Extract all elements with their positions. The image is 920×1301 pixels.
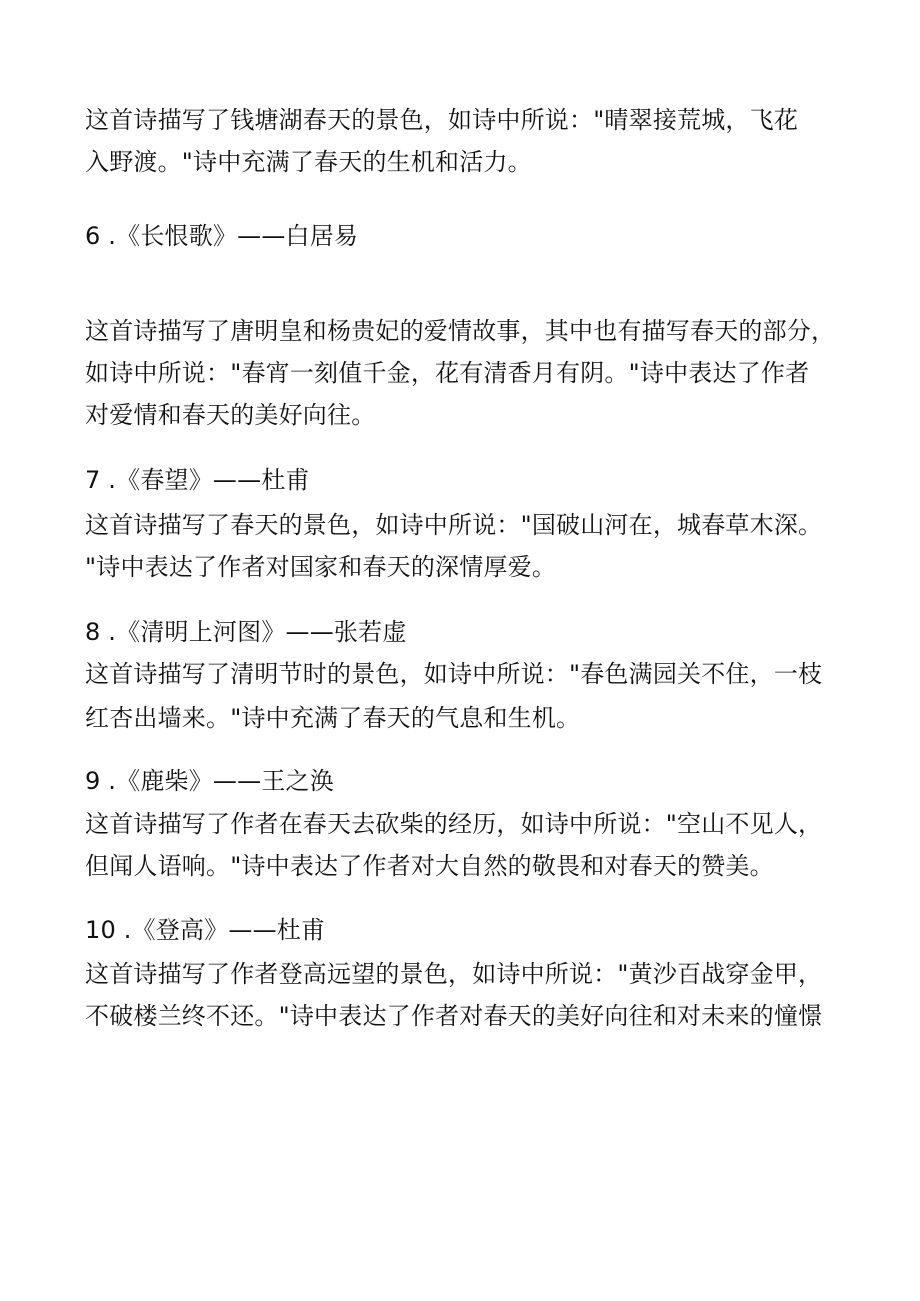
poem-heading: 9 .《鹿柴》——王之涣 [85,767,334,795]
paragraph-line: 不破楼兰终不还。"诗中表达了作者对春天的美好向往和对未来的憧憬 [85,1002,823,1030]
paragraph-line: 如诗中所说："春宵一刻值千金，花有清香月有阴。"诗中表达了作者 [85,359,810,387]
paragraph-line: 这首诗描写了作者登高远望的景色，如诗中所说："黄沙百战穿金甲， [85,960,823,988]
poem-heading: 6 .《长恨歌》——白居易 [85,222,359,250]
poem-heading: 7 .《春望》——杜甫 [85,466,310,494]
paragraph-line: 红杏出墙来。"诗中充满了春天的气息和生机。 [85,704,581,732]
poem-heading: 8 .《清明上河图》——张若虚 [85,618,407,646]
paragraph-line: 对爱情和春天的美好向往。 [85,401,376,429]
paragraph-line: "诗中表达了作者对国家和春天的深情厚爱。 [85,553,557,581]
paragraph-line: 这首诗描写了春天的景色，如诗中所说："国破山河在，城春草木深。 [85,511,823,539]
paragraph-line: 这首诗描写了唐明皇和杨贵妃的爱情故事，其中也有描写春天的部分， [85,317,836,345]
paragraph-line: 入野渡。"诗中充满了春天的生机和活力。 [85,148,532,176]
paragraph-line: 这首诗描写了钱塘湖春天的景色，如诗中所说："晴翠接荒城，飞花 [85,106,799,134]
paragraph-line: 这首诗描写了清明节时的景色，如诗中所说："春色满园关不住，一枝 [85,660,823,688]
paragraph-line: 这首诗描写了作者在春天去砍柴的经历，如诗中所说："空山不见人， [85,810,823,838]
poem-heading: 10 .《登高》——杜甫 [85,916,326,944]
paragraph-line: 但闻人语响。"诗中表达了作者对大自然的敬畏和对春天的赞美。 [85,852,774,880]
